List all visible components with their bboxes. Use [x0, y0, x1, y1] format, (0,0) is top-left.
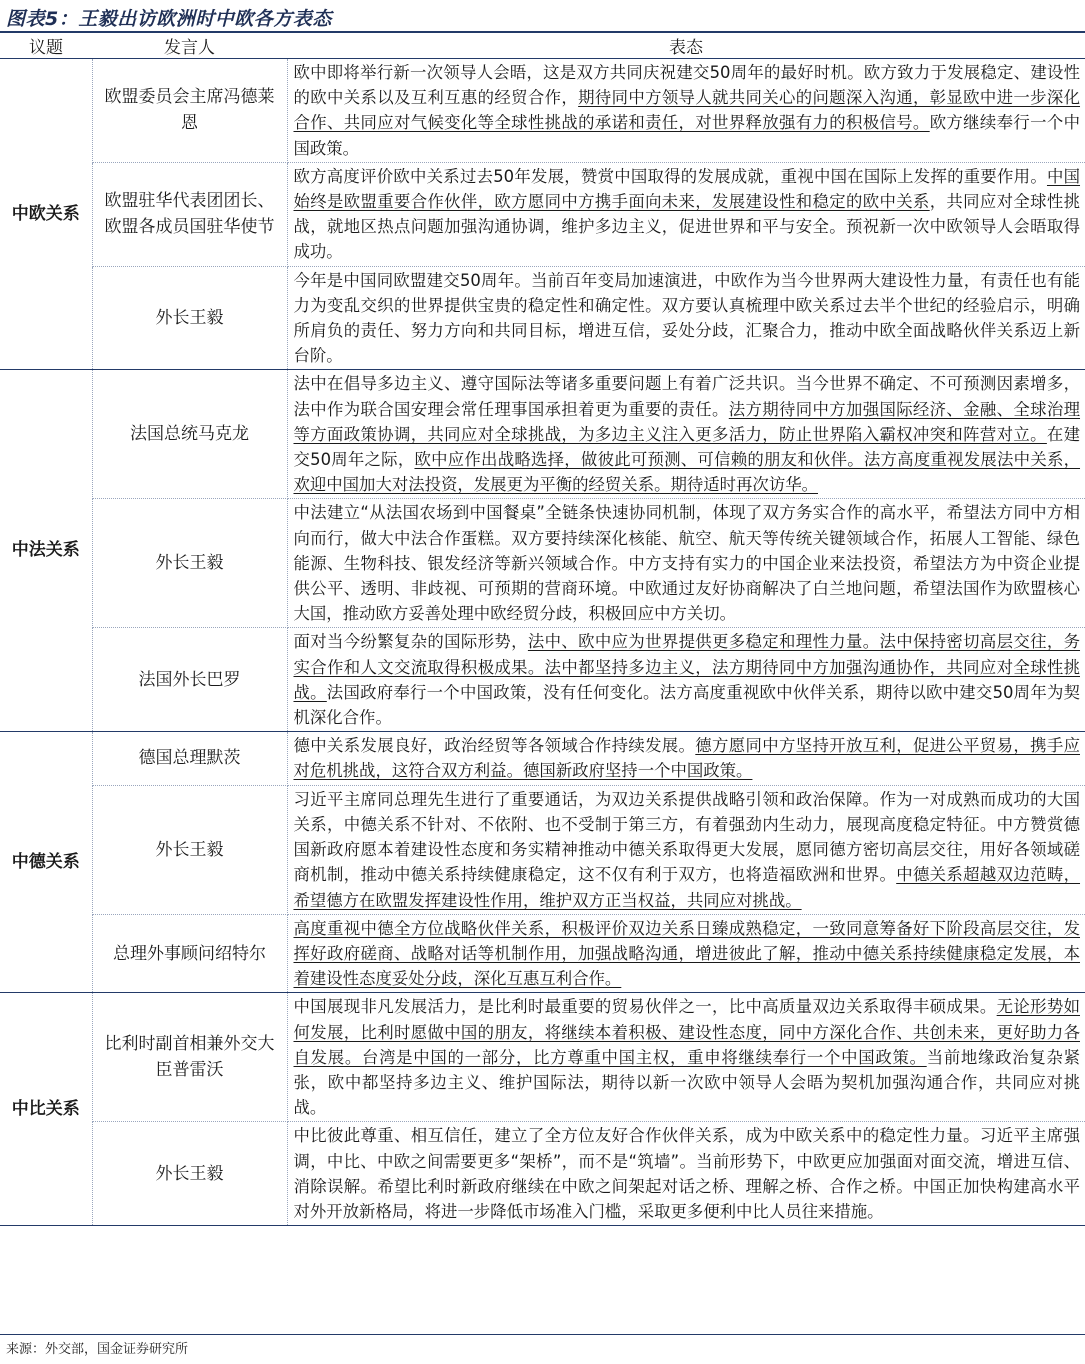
figure-title: 图表5：王毅出访欧洲时中欧各方表态 [6, 8, 332, 30]
underlined-text: 欧中应作出战略选择，做彼此可预测、可信赖的朋友和伙伴。法方高度重视发展法中关系，欢迎中国加大对法投资，发展更为平衡的经贸关系。期待适时再次访华。 [293, 450, 1081, 495]
speaker-cell: 比利时副首相兼外交大臣普雷沃 [92, 993, 287, 1122]
remarks-cell [287, 628, 1085, 732]
speaker-cell: 欧盟委员会主席冯德莱恩 [92, 59, 287, 163]
remarks-cell [287, 499, 1085, 628]
remarks-cell [287, 266, 1085, 370]
speaker-cell: 欧盟驻华代表团团长、欧盟各成员国驻华使节 [92, 162, 287, 266]
underlined-text: 中德关系超越双边范畴，希望德方在欧盟发挥建设性作用，维护双方正当权益，共同应对挑战。 [293, 865, 1081, 910]
remark-text: 法国政府奉行一个中国政策，没有任何变化。法方高度重视欧中伙伴关系，期待以欧中建交50周年为契机深化合作。 [293, 682, 1081, 728]
remark-text: 欧中即将举行新一次领导人会晤，这是双方共同庆祝建交50周年的最好时机。欧方致力于发展稳定、建设性的欧中关系以及互利互惠的经贸合作， [293, 63, 1080, 108]
remarks-cell [287, 1122, 1085, 1226]
speaker-cell: 法国外长巴罗 [92, 628, 287, 732]
remarks-cell [287, 993, 1085, 1122]
remark-text: 面对当今纷繁复杂的国际形势， [293, 632, 528, 652]
table-row [0, 914, 1085, 993]
header-remarks: 表态 [287, 33, 1085, 59]
topic-cell: 中法关系 [0, 370, 92, 732]
remarks-cell [287, 914, 1085, 993]
table-row [0, 732, 1085, 785]
bottom-divider [0, 1334, 1085, 1335]
speaker-cell: 外长王毅 [92, 1122, 287, 1226]
topic-cell: 中德关系 [0, 732, 92, 993]
remarks-cell [287, 59, 1085, 163]
table-row [0, 499, 1085, 628]
topic-cell: 中欧关系 [0, 59, 92, 370]
table-row [0, 370, 1085, 499]
table-row [0, 785, 1085, 914]
remarks-cell [287, 732, 1085, 785]
remark-text: 当前地缘政治复杂紧张，欧中都坚持多边主义、维护国际法，期待以新一次欧中领导人会晤为契机加强沟通合作，共同应对挑战。 [293, 1047, 1081, 1118]
underlined-text: 无论形势如何发展，比利时愿做中国的朋友，将继续本着积极、建设性态度，同中方深化合作、共创未来，更好助力各自发展。台湾是中国的一部分，比方尊重中国主权，重申将继续奉行一个中国政策。 [293, 997, 1080, 1067]
remark-text: 德中关系发展良好，政治经贸等各领域合作持续发展。 [293, 736, 696, 756]
underlined-text: 中国始终是欧盟重要合作伙伴，欧方愿同中方携手面向未来，发展建设性和稳定的欧中关系 [293, 166, 1081, 212]
remark-text: ，共同应对全球性挑战，就地区热点问题加强沟通协调，维护多边主义，促进世界和平与安全。预祝新一次中欧领导人会晤取得成功。 [293, 192, 1081, 262]
speaker-cell: 外长王毅 [92, 785, 287, 914]
table-row [0, 266, 1085, 370]
underlined-text: 法方期待同中方加强国际经济、金融、全球治理等方面政策协调，共同应对全球挑战，为多边主义注入更多活力，防止世界陷入霸权冲突和阵营对立。 [293, 399, 1081, 444]
header-row [0, 33, 1085, 59]
remark-text: 欧方继续奉行一个中国政策。 [293, 113, 1081, 158]
remark-text: 今年是中国同欧盟建交50周年。当前百年变局加速演进，中欧作为当今世界两大建设性力量，有责任也有能力为变乱交织的世界提供宝贵的稳定性和确定性。双方要认真梳理中欧关系过去半个世纪的经验启示，明确所肩负的责任、努力方向和共同目标，增进互信，妥处分歧，汇聚合力，推动中欧全面战略伙伴关系迈上新台阶。 [293, 270, 1080, 366]
speaker-cell: 德国总理默茨 [92, 732, 287, 785]
remark-text: 中国展现非凡发展活力，是比利时最重要的贸易伙伴之一，比中高质量双边关系取得丰硕成果。 [293, 997, 997, 1017]
table-row [0, 1122, 1085, 1226]
underlined-text: 德方愿同中方坚持开放互利，促进公平贸易，携手应对危机挑战，这符合双方利益。德国新政府坚持一个中国政策。 [293, 736, 1080, 781]
remark-text: 习近平主席同总理先生进行了重要通话，为双边关系提供战略引领和政治保障。作为一对成熟而成功的大国关系，中德关系不针对、不依附、也不受制于第三方，有着强劲内生动力，展现高度稳定特征。中方赞赏德国新政府愿本着建设性态度和务实精神推动中德关系取得更大发展，愿同德方密切高层交往，用好各领域磋商机制，推动中德关系持续健康稳定，这不仅有利于双方，也将造福欧洲和世界。 [293, 789, 1080, 885]
remarks-cell [287, 162, 1085, 266]
underlined-text: 高度重视中德全方位战略伙伴关系，积极评价双边关系日臻成熟稳定，一致同意筹备好下阶段高层交往，发挥好政府磋商、战略对话等机制作用，加强战略沟通，增进彼此了解，推动中德关系持续健康稳定发展，本着建设性态度妥处分歧，深化互惠互利合作。 [293, 918, 1080, 989]
source-note: 来源：外交部，国金证券研究所 [6, 1342, 189, 1357]
speaker-cell: 外长王毅 [92, 499, 287, 628]
underlined-text: 法中、欧中应为世界提供更多稳定和理性力量。法中保持密切高层交往，务实合作和人文交流取得积极成果。法中都坚持多边主义，法方期待同中方加强沟通协作，共同应对全球性挑战。 [293, 632, 1081, 702]
remark-text: 欧方高度评价欧中关系过去50年发展，赞赏中国取得的发展成就，重视中国在国际上发挥的重要作用。 [293, 166, 1047, 186]
remark-text: 中比彼此尊重、相互信任，建立了全方位友好合作伙伴关系，成为中欧关系中的稳定性力量。习近平主席强调，中比、中欧之间需要更多“架桥”，而不是“筑墙”。当前形势下，中欧更应加强面对面交流，增进互信、消除误解。希望比利时新政府继续在中欧之间架起对话之桥、理解之桥、合作之桥。中国正加快构建高水平对外开放新格局，将进一步降低市场准入门槛，采取更多便利中比人员往来措施。 [293, 1126, 1080, 1221]
underlined-text: 期待同中方领导人就共同关心的问题深入沟通，彰显欧中进一步深化合作、共同应对气候变化等全球性挑战的承诺和责任，对世界释放强有力的积极信号。 [293, 88, 1081, 133]
remark-text: 在建交50周年之际， [293, 424, 1081, 470]
speaker-cell: 总理外事顾问绍特尔 [92, 914, 287, 993]
header-topic: 议题 [0, 33, 92, 59]
speaker-cell: 法国总统马克龙 [92, 370, 287, 499]
remarks-cell [287, 785, 1085, 914]
remark-text: 法中在倡导多边主义、遵守国际法等诸多重要问题上有着广泛共识。当今世界不确定、不可预测因素增多，法中作为联合国安理会常任理事国承担着更为重要的责任。 [293, 374, 1080, 419]
table-row [0, 59, 1085, 163]
speaker-cell: 外长王毅 [92, 266, 287, 370]
topic-cell: 中比关系 [0, 993, 92, 1226]
table-row [0, 162, 1085, 266]
table-row [0, 628, 1085, 732]
table-body [0, 59, 1085, 1226]
header-speaker: 发言人 [92, 33, 287, 59]
table-row [0, 993, 1085, 1122]
statements-table [0, 33, 1085, 1226]
remark-text: 中法建立“从法国农场到中国餐桌”全链条快速协同机制，体现了双方务实合作的高水平，希望法方同中方相向而行，做大中法合作蛋糕。双方要持续深化核能、航空、航天等传统关键领域合作，拓展人工智能、绿色能源、生物科技、银发经济等新兴领域合作。中方支持有实力的中国企业来法投资，希望法方为中资企业提供公平、透明、非歧视、可预期的营商环境。中欧通过友好协商解决了白兰地问题，希望法国作为欧盟核心大国，推动欧方妥善处理中欧经贸分歧，积极回应中方关切。 [293, 503, 1080, 624]
remarks-cell [287, 370, 1085, 499]
